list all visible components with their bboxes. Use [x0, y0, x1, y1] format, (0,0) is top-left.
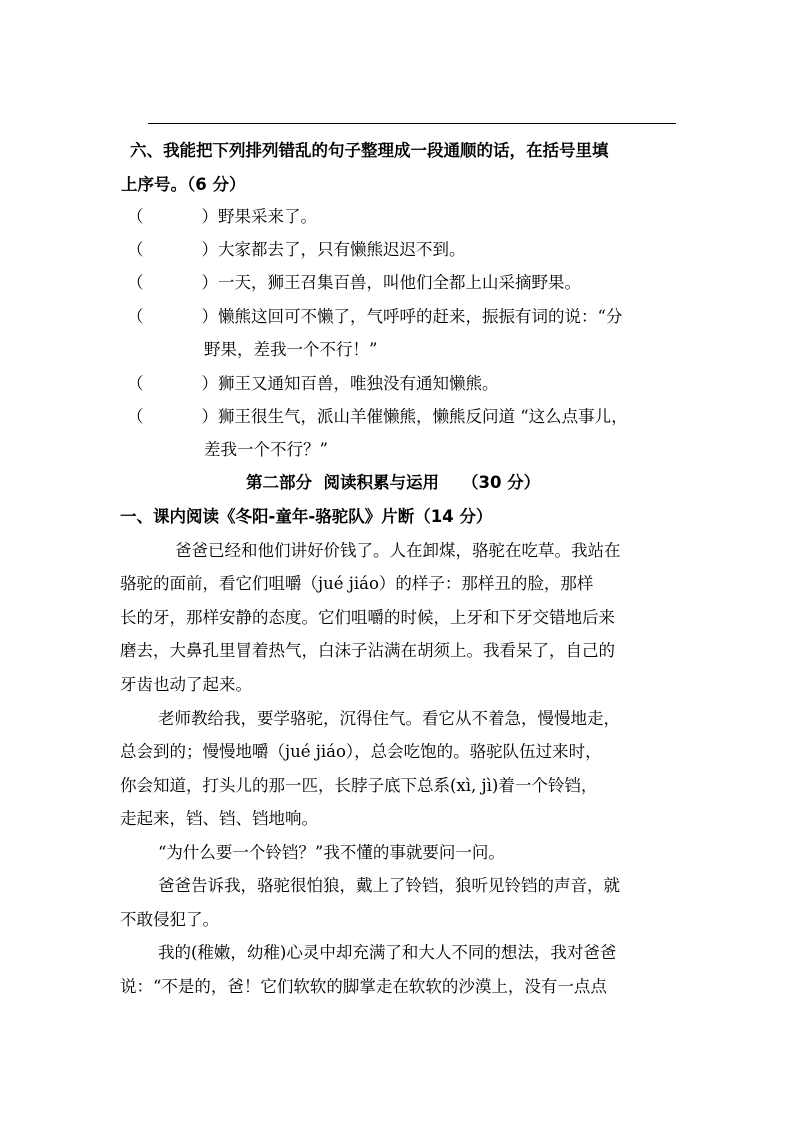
passage-line: 走起来，铛、铛、铛地响。: [120, 809, 318, 828]
passage-line: 老师教给我，要学骆驼，沉得住气。看它从不着急，慢慢地走，: [158, 709, 620, 728]
passage-line: 牙齿也动了起来。: [120, 675, 252, 694]
passage-line: 总会到的；慢慢地嚼（jué jiáo），总会吃饱的。骆驼队伍过来时，: [120, 742, 602, 761]
passage-line: 我的(稚嫩，幼稚)心灵中却充满了和大人不同的想法，我对爸爸: [158, 943, 617, 962]
passage-line: 长的牙，那样安静的态度。它们咀嚼的时候，上牙和下牙交错地后来: [120, 608, 615, 627]
reading-heading: 一、课内阅读《冬阳-童年-骆驼队》片断（14 分）: [120, 507, 493, 526]
passage-line: 你会知道，打头儿的那一匹，长脖子底下总系(xì, jì)着一个铃铛，: [120, 776, 598, 795]
passage-line: 骆驼的面前，看它们咀嚼（jué jiáo）的样子：那样丑的脸，那样: [120, 574, 594, 593]
section6-heading-line1: 六、我能把下列排列错乱的句子整理成一段通顺的话，在括号里填: [130, 141, 609, 160]
item-text: 懒熊这回可不懒了，气呼呼的赶来，振振有词的说：“分: [218, 307, 623, 326]
part2-title: 第二部分 阅读积累与运用 （30 分）: [246, 473, 541, 492]
list-item: （ ）狮王又通知百兽，唯独没有通知懒熊。: [127, 374, 499, 393]
passage-line: 爸爸已经和他们讲好价钱了。人在卸煤，骆驼在吃草。我站在: [175, 541, 621, 560]
passage-line: 爸爸告诉我，骆驼很怕狼，戴上了铃铛，狼听见铃铛的声音，就: [158, 876, 620, 895]
list-item: （ ）狮王很生气，派山羊催懒熊，懒熊反问道 “这么点事儿，: [127, 407, 628, 426]
item-text: 狮王又通知百兽，唯独没有通知懒熊。: [218, 374, 499, 393]
list-item-continuation: 差我一个不行？”: [204, 440, 328, 459]
item-text: 一天，狮王召集百兽，叫他们全都上山采摘野果。: [218, 273, 581, 292]
header-rule: [148, 123, 676, 124]
item-text: 大家都去了，只有懒熊迟迟不到。: [218, 240, 466, 259]
answer-blank-open: （: [127, 207, 144, 226]
passage-line: 说：“不是的，爸！它们软软的脚掌走在软软的沙漠上，没有一点点: [120, 977, 607, 996]
list-item: （ ）野果采来了。: [127, 207, 317, 226]
item-text: 野果采来了。: [218, 207, 317, 226]
passage-line: “为什么要一个铃铛？”我不懂的事就要问一问。: [158, 843, 505, 862]
list-item: （ ）大家都去了，只有懒熊迟迟不到。: [127, 240, 466, 259]
list-item-continuation: 野果，差我一个不行！”: [204, 340, 378, 359]
passage-line: 磨去，大鼻孔里冒着热气，白沫子沾满在胡须上。我看呆了，自己的: [120, 641, 615, 660]
item-text: 狮王很生气，派山羊催懒熊，懒熊反问道 “这么点事儿，: [218, 407, 628, 426]
passage-line: 不敢侵犯了。: [120, 910, 219, 929]
section6-heading-line2: 上序号。（6 分）: [121, 175, 246, 194]
list-item: （ ）懒熊这回可不懒了，气呼呼的赶来，振振有词的说：“分: [127, 307, 623, 326]
list-item: （ ）一天，狮王召集百兽，叫他们全都上山采摘野果。: [127, 273, 581, 292]
